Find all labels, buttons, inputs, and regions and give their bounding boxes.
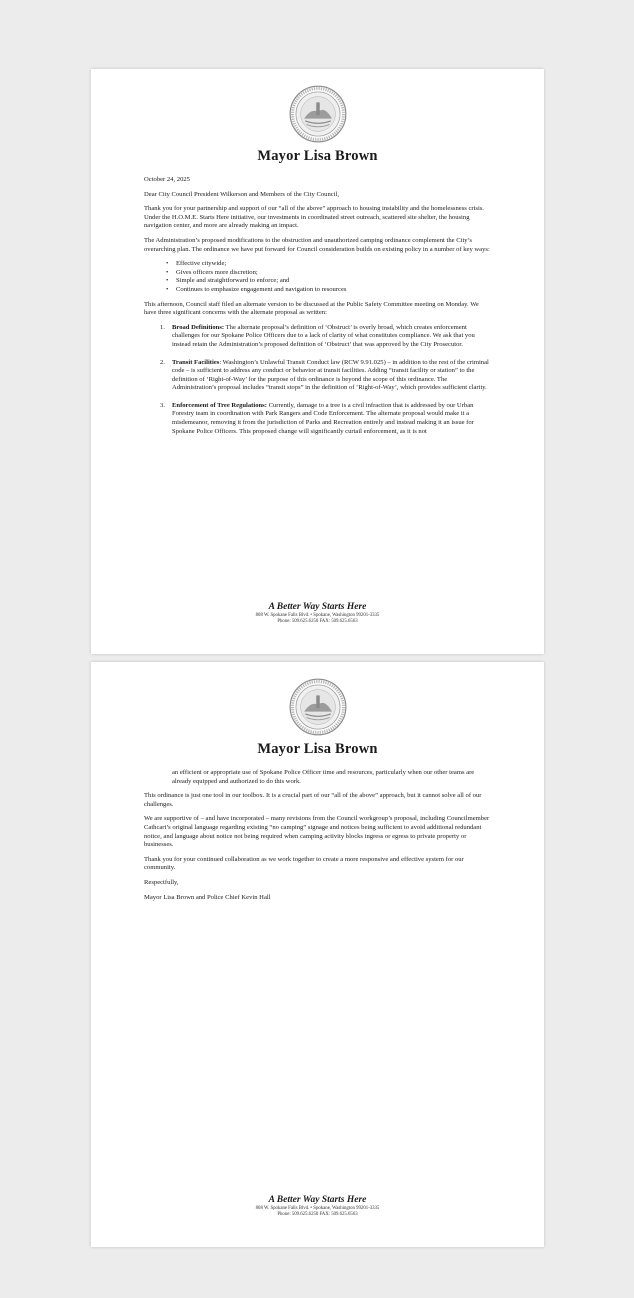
paragraph-thanks: Thank you for your continued collaboration as we work together to create a more responsive and effective system for our community.	[144, 855, 464, 872]
concern-title: Enforcement of Tree Regulations:	[172, 401, 267, 409]
paragraph-concerns-intro: This afternoon, Council staff filed an alternate version to be discussed at the Public Safety Committee meeting on Monday. We have three significant concerns with the alternate proposal as written:	[144, 300, 479, 317]
list-item: • Effective citywide;	[176, 260, 492, 269]
mayor-name-heading: Mayor Lisa Brown	[257, 148, 378, 164]
concern-title: Transit Facilities	[172, 358, 220, 366]
concern-item	[160, 401, 492, 436]
closing: Respectfully,	[144, 878, 179, 886]
city-seal-icon	[289, 678, 347, 736]
concern-title: Broad Definitions:	[172, 323, 225, 331]
list-item: • Continues to emphasize engagement and navigation to resources	[176, 286, 492, 295]
concern-number: 2.	[160, 358, 165, 366]
footer-address: 808 W. Spokane Falls Blvd. • Spokane, Washington 99201-3335	[255, 1206, 380, 1211]
letter-body-page-1	[144, 176, 492, 445]
letter-date: October 24, 2025	[144, 176, 190, 183]
concern-text: Currently, damage to a tree is a civil infraction that is addressed by our Urban Forestry team in coordination with Park Rangers and Code Enforcement. The alternate proposal would make it a misdemeanor, removing it from the jurisdiction of Parks and Recreation entirely and instead making it an issue for Spokane Police Officers. This proposed change will significantly curtail enforcement, as it is not	[172, 401, 474, 435]
letter-footer	[91, 602, 544, 625]
concern-number: 3.	[160, 401, 165, 409]
concern-number: 1.	[160, 323, 165, 331]
letter-body-page-2	[144, 769, 492, 908]
footer-address: 808 W. Spokane Falls Blvd. • Spokane, Washington 99201-3335	[255, 613, 380, 618]
salutation: Dear City Council President Wilkerson and Members of the City Council,	[144, 190, 340, 198]
concerns-list	[144, 324, 492, 437]
footer-slogan: A Better Way Starts Here	[268, 602, 367, 612]
list-item: • Gives officers more discretion;	[176, 269, 492, 278]
letter-page-1	[91, 69, 544, 654]
signature: Mayor Lisa Brown and Police Chief Kevin Hall	[144, 893, 271, 901]
footer-slogan: A Better Way Starts Here	[268, 1195, 367, 1205]
paragraph-toolbox: This ordinance is just one tool in our toolbox. It is a crucial part of our “all of the above” approach, but it cannot solve all of our challenges.	[144, 792, 482, 808]
letter-footer	[91, 1195, 544, 1218]
concern-continuation: an efficient or appropriate use of Spokane Police Officer time and resources, particularly when our other teams are already equipped and authorized to do this work.	[172, 769, 475, 785]
concern-text: The alternate proposal’s definition of ‘Obstruct’ is overly broad, which creates enforcement challenges for our Spokane Police Officers due to a lack of clarity of what constitutes compliance. We ask that you instead retain the Administration’s proposed definition of ‘Obstruct’ that was approved by the City Prosecutor.	[172, 323, 475, 348]
paragraph-intro: Thank you for your partnership and support of our “all of the above” approach to housing instability and the homelessness crisis. Under the H.O.M.E. Starts Here initiative, our investments in coordinated street outreach, scattered site shelter, the housing navigation center, and more are already making an impact.	[144, 205, 485, 230]
concern-item	[160, 358, 492, 393]
key-ways-list	[144, 260, 492, 294]
paragraph-revisions: We are supportive of – and have incorporated – many revisions from the Council workgroup’s proposal, including Councilmember Cathcart’s original language regarding existing “no camping” signage and notices being sufficient to avoid additional redundant notice, and language about notice not being required when camping activity blocks ingress or egress to private property or businesses.	[144, 815, 490, 849]
paragraph-ordinance: The Administration’s proposed modifications to the obstruction and unauthorized camping ordinance complement the City’s overarching plan. The ordinance we have put forward for Council consideration builds on existing policy in a number of key ways:	[144, 236, 490, 253]
letter-page-2	[91, 662, 544, 1247]
list-item: • Simple and straightforward to enforce; and	[176, 277, 492, 286]
concern-text: : Washington’s Unlawful Transit Conduct law (RCW 9.91.025) – in addition to the rest of the criminal code – is sufficient to address any conduct or behavior at transit facilities. Adding “transit facility or station” to the definition of ‘Right-of-Way’ for the purpose of this ordinance is beyond the scope of this ordinance. The Administration’s proposal includes “transit stops” in the definition of ‘Right-of-Way’, which provides sufficient clarity.	[172, 358, 489, 392]
footer-phone: Phone: 509.625.6250 FAX: 509.625.6563	[277, 1212, 358, 1217]
city-seal-icon	[289, 85, 347, 143]
footer-phone: Phone: 509.625.6250 FAX: 509.625.6563	[277, 619, 358, 624]
concern-item	[160, 323, 492, 350]
mayor-name-heading: Mayor Lisa Brown	[257, 741, 378, 757]
